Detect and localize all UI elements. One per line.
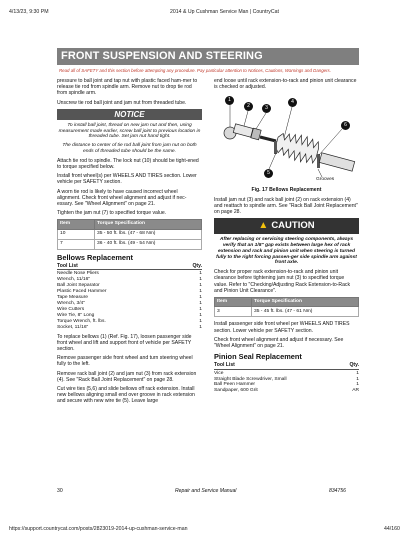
callout-2: 2 [244,102,253,111]
paragraph: Cut wire ties (5,6) and slide bellows off rack extension. Install new bellows aligning small end over groove in rack extension and secure with new wire tie (5). Leave large [57,385,195,405]
wire-tie-small-shape [274,141,277,154]
tool-qty: 1 [356,370,359,376]
tool-name: Wire Tie, 8" Long [57,312,95,318]
paragraph: Attach tie rod to spindle. The lock nut (10) should be tight-ened to torque specified below. [57,157,199,170]
tool-qty: 1 [356,382,359,388]
paragraph: A worn tie rod is likely to have caused incorrect wheel alignment. Check front wheel alignment and adjust if nec-essary. See "Wheel Alignment" on page 21. [57,188,187,208]
tool-qty: 1 [199,277,202,283]
callout-5: 5 [264,169,273,178]
tool-qty: 1 [199,324,202,330]
tool-name: Ball Joint Separator [57,283,100,289]
bellows-shape [273,130,320,166]
paragraph: Remove rack ball joint (2) and jam nut (3) from rack extension (4). See "Rack Ball Joint Replacement" on page 28. [57,370,197,383]
caution-text: After replacing or servicing steering components, always verify that an 1/8" gap exists between large hex of rack extension and rack and pinion unit when steering is turned fully to the right forcing passen-ger side spindle arm against front axle. [216,237,357,266]
tool-qty: 1 [199,289,202,295]
notice-text: To install ball joint, thread on new jam nut and then, using measurement made earlier, screw ball joint to previous location in threaded tube. Set jam nut hand tight. [58,122,201,140]
paragraph: To replace bellows (1) (Ref. Fig. 17), loosen passenger side front wheel and lift and support front of vehicle per SAFETY section. [57,333,192,352]
table-cell: 10 [58,229,95,239]
table-row [58,239,202,249]
tool-list-header [214,362,359,369]
notice-banner: NOTICE [57,109,202,120]
table-header: Torque Specification [252,298,359,307]
browser-datetime: 4/13/23, 9:30 PM [9,9,49,15]
tool-qty: 1 [199,283,202,289]
figure-caption: Fig. 17 Bellows Replacement [251,187,322,194]
tool-qty: 1 [199,312,202,318]
tool-list-header [57,263,202,270]
tool-name: Straight Blade Screwdriver, Small [214,376,287,382]
caution-banner [214,218,359,234]
footer-title: Repair and Service Manual [175,488,237,494]
bellows-diagram [214,93,359,185]
tool-name: Wrench, 3/4" [57,300,86,306]
paragraph: Unscrew tie rod ball joint and jam nut from threaded tube. [57,99,187,106]
warning-triangle-icon: ▲ [258,220,269,232]
table-cell: 3 [215,307,252,317]
tool-name: Needle Nose Pliers [57,271,99,277]
table-cell: 35 - 45 ft. lbs. (47 - 61 Nm) [252,307,359,317]
callout-1: 1 [225,96,234,105]
paragraph: Install passenger side front wheel per WHEELS AND TIRES section. Lower vehicle per SAFETY section. [214,321,350,334]
tool-list-label: Tool List [57,263,78,270]
table-row [58,229,202,239]
tool-list-label: Tool List [214,362,235,369]
manual-page [57,48,359,500]
qty-label: Qty. [349,362,359,369]
bellows-figure [214,93,359,185]
right-column [214,78,359,394]
tool-qty: AR [352,388,359,394]
tool-name: Torque Wrench, ft. lbs. [57,318,106,324]
tool-name: Wrench, 11/16" [57,277,91,283]
notice-text: The distance to center of tie rod ball joint from jam nut on both ends of threaded tube should be the same. [62,143,197,154]
table-header: Torque Specification [95,220,202,229]
left-column [57,78,202,408]
tool-row [57,325,202,331]
torque-table-left [57,219,202,250]
safety-warning: Read all of SAFETY and this section before attempting any procedure. Pay particular attention to Notices, Cautions, Warnings and Dangers. [59,68,331,73]
paragraph: end loose until rack extension-to-rack and pinion unit clearance is checked or adjusted. [214,78,357,91]
paragraph: pressure to ball joint and tap nut with plastic faced ham-mer to release tie rod from spindle arm. Remove nut to drop tie rod from spindle arm. [57,78,198,97]
callout-4: 4 [288,98,297,107]
table-cell: 35 - 50 ft. lbs. (47 - 68 Nm) [95,229,202,239]
table-cell: 36 - 40 ft. lbs. (49 - 54 Nm) [95,239,202,249]
table-header: Item [215,298,252,307]
browser-url: https://support.countrycat.com/posts/2823019-2014-up-cushman-service-man [9,526,188,532]
caution-label: CAUTION [271,220,315,232]
bellows-heading: Bellows Replacement [57,253,133,263]
callout-3: 3 [262,104,271,113]
footer-code: 834756 [329,488,346,494]
rack-tube-shape [319,153,354,171]
paragraph: Install front wheel(s) per WHEELS AND TIRES section. Lower vehicle per SAFETY section. [57,173,197,186]
tool-qty: 1 [199,295,202,301]
section-heading: FRONT SUSPENSION AND STEERING [57,48,359,65]
paragraph: Check for proper rack extension-to-rack and pinion unit clearance before tightening jam nut (3) to specified torque value. Refer to "Checking/Adjusting Rack Extension-to-Rack and Pinion Unit Clearance". [214,269,351,294]
grooves-label: Grooves [316,177,335,183]
browser-title: 2014 & Up Cushman Service Man | CountryCat [170,9,279,15]
pinion-heading: Pinion Seal Replacement [214,352,302,362]
paragraph: Check front wheel alignment and adjust if necessary. See "Wheel Alignment" on page 21. [214,336,344,350]
rack-ball-joint-shape [233,124,253,137]
paragraph: Tighten the jam nut (7) to specified torque value. [57,210,167,217]
tool-name: Vice [214,370,224,376]
rack-extension-shape [260,137,276,141]
table-row [215,307,359,317]
tool-qty: 1 [199,300,202,306]
table-cell: 7 [58,239,95,249]
callout-6: 6 [341,121,350,130]
browser-page-count: 44/160 [384,526,400,532]
tool-qty: 1 [199,306,202,312]
torque-table-right [214,297,359,317]
tool-name: Plastic Faced Hammer [57,289,107,295]
page-number: 30 [57,488,63,494]
tool-name: Sandpaper, 600 Grit [214,388,258,394]
tool-qty: 1 [199,318,202,324]
tool-name: Tape Measure [57,295,88,301]
tool-row [214,388,359,394]
paragraph: Install jam nut (3) and rack ball joint (2) on rack extension (4) and reattach to spindle arm. See "Rack Ball Joint Replacement" on page 28. [214,196,358,216]
paragraph: Remove passenger side front wheel and turn steering wheel fully to the left. [57,355,193,368]
tool-name: Wire Cutters [57,306,85,312]
tool-name: Socket, 11/16" [57,324,89,330]
qty-label: Qty. [192,263,202,270]
table-header: Item [58,220,95,229]
tool-qty: 1 [199,271,202,277]
tool-name: Ball Peen Hammer [214,382,256,388]
tool-qty: 1 [356,376,359,382]
